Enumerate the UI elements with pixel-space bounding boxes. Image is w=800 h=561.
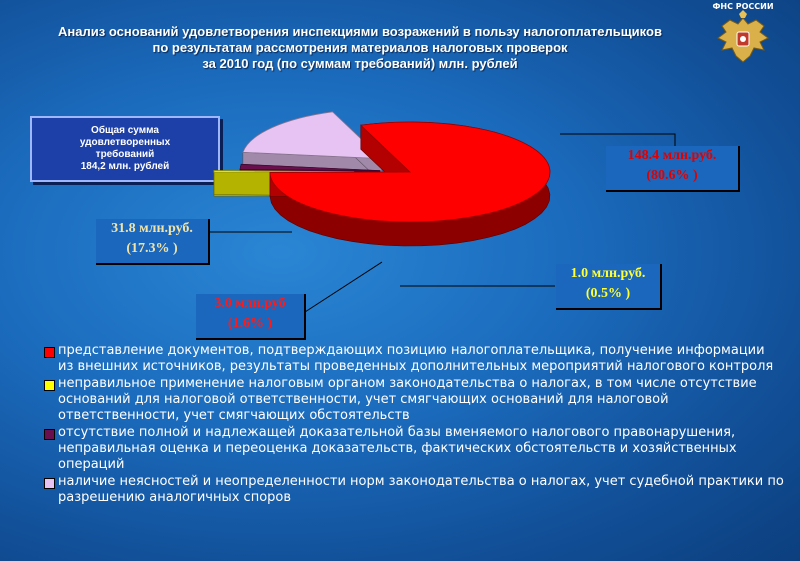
legend-item <box>44 376 784 424</box>
legend-swatch-yellow <box>44 380 55 391</box>
legend-text: неправильное применение налоговым органом законодательства о налогах, в том числе отсутствие оснований для налоговой ответственности, учет смягчающих оснований для налоговой ответственности, учет смягчающих обстоятельств <box>58 376 757 423</box>
leader-line-3 <box>305 262 382 312</box>
legend-item <box>44 425 784 473</box>
pie-slices-group <box>214 112 550 246</box>
yellow-slice-percent-label: (0.5% ) <box>585 286 631 301</box>
chart-legend <box>44 343 784 507</box>
total-box-line-1: Общая сумма <box>91 125 159 136</box>
title-line-3: за 2010 год (по суммам требований) млн. рублей <box>202 56 518 71</box>
leader-line-0 <box>560 134 675 146</box>
red-slice-value-label: 148.4 млн.руб. <box>627 148 717 163</box>
callout-slice-red <box>606 146 740 192</box>
total-box-line-4: 184,2 млн. рублей <box>80 161 170 172</box>
leader-line-1 <box>207 219 292 232</box>
red-slice-percent-label: (80.6% ) <box>646 168 698 183</box>
callout-slice-lilac <box>96 219 210 265</box>
legend-text: представление документов, подтверждающих позицию налогоплательщика, получение информации из внешних источников, результаты проведенных дополнительных мероприятий налогового контроля <box>58 343 774 374</box>
emblem-label: ФНС РОССИИ <box>712 2 774 11</box>
callout-slice-purple <box>196 294 306 340</box>
legend-item <box>44 343 784 375</box>
yellow-slice-value-label: 1.0 млн.руб. <box>570 266 646 281</box>
legend-swatch-red <box>44 347 55 358</box>
callout-slice-yellow <box>556 264 662 310</box>
legend-text: отсутствие полной и надлежащей доказательной базы вменяемого налогового правонарушения, неправильная оценка и переоценка доказательств, фактических обстоятельств и хозяйственных операций <box>58 425 737 472</box>
legend-swatch-lilac <box>44 478 55 489</box>
purple-slice-value-label: 3.0 млн.руб <box>214 296 286 311</box>
legend-text: наличие неясностей и неопределенности норм законодательства о налогах, учет судебной практики по разрешению аналогичных споров <box>58 474 784 505</box>
total-box-line-3: требований <box>95 149 155 160</box>
title-line-2: по результатам рассмотрения материалов налоговых проверок <box>152 40 568 55</box>
legend-item <box>44 474 784 506</box>
total-box-line-2: удовлетворенных <box>79 137 171 148</box>
purple-slice-percent-label: (1.6% ) <box>227 316 273 331</box>
title-line-1: Анализ оснований удовлетворения инспекциями возражений в пользу налогоплательщиков <box>58 24 662 39</box>
legend-swatch-purple <box>44 429 55 440</box>
lilac-slice-percent-label: (17.3% ) <box>126 241 178 256</box>
lilac-slice-value-label: 31.8 млн.руб. <box>111 221 193 236</box>
